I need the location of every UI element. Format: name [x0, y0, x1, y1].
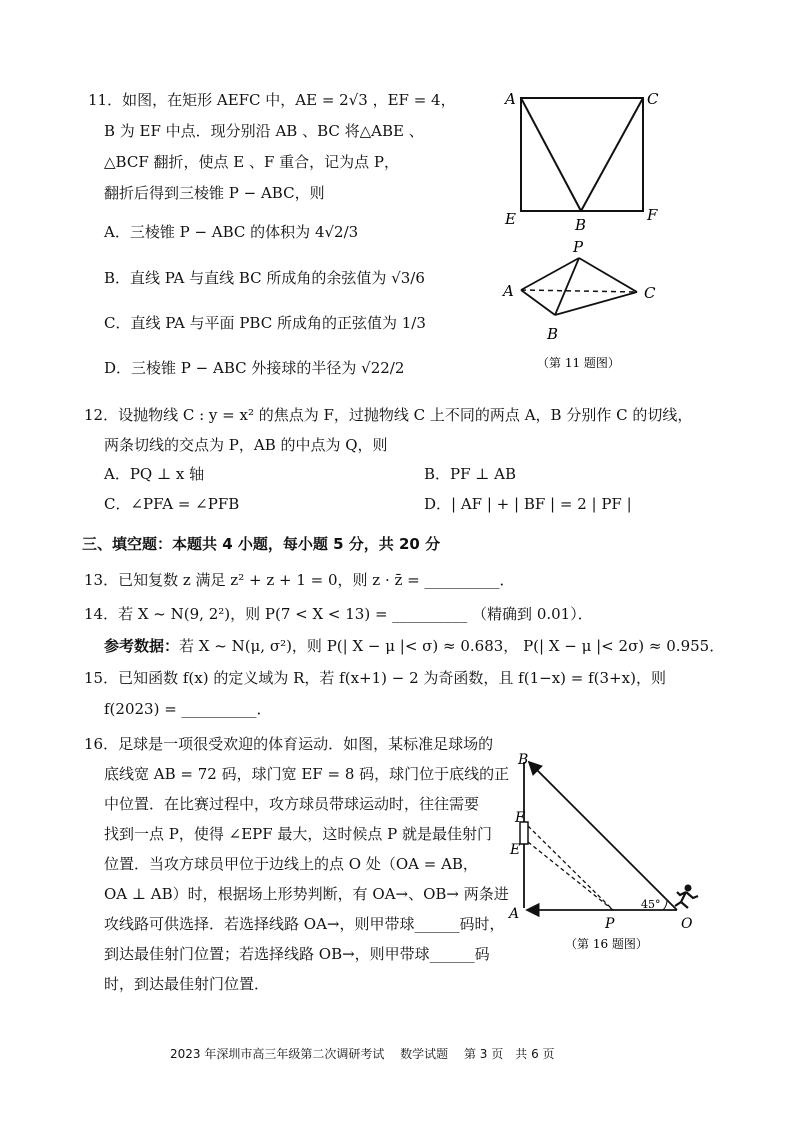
- q11-label-e: E: [505, 210, 516, 228]
- q11-label-a: A: [505, 90, 516, 108]
- q16-figure: [505, 748, 705, 958]
- q11-pyramid-figure: [501, 238, 656, 343]
- q16-line-8: 到达最佳射门位置；若选择线路 OB→，则甲带球______码: [104, 945, 490, 963]
- q16-line-1: 16．足球是一项很受欢迎的体育运动．如图，某标准足球场的: [84, 735, 494, 753]
- q16-caption: （第 16 题图）: [565, 937, 648, 951]
- q16-label-p: P: [605, 916, 615, 932]
- q11-line-1: 11．如图，在矩形 AEFC 中，AE = 2√3 ，EF = 4，: [88, 91, 456, 109]
- q12-line-2: 两条切线的交点为 P，AB 的中点为 Q，则: [104, 436, 388, 454]
- page-footer: 2023 年深圳市高三年级第二次调研考试 数学试题 第 3 页 共 6 页: [170, 1047, 555, 1061]
- q12-line-1: 12．设抛物线 C : y = x² 的焦点为 F，过抛物线 C 上不同的两点 A，B 分别作 C 的切线，: [84, 406, 693, 424]
- q16-label-o: O: [681, 916, 693, 932]
- q12-option-a: A．PQ ⊥ x 轴: [104, 465, 205, 483]
- q16-label-f: F: [515, 810, 525, 826]
- question-13: 13．已知复数 z 满足 z² + z + 1 = 0，则 z · z̄ = __________．: [84, 571, 515, 589]
- q14-reference: [104, 636, 724, 656]
- q11-label-c: C: [647, 90, 659, 108]
- q11-option-d: D．三棱锥 P − ABC 外接球的半径为 √22/2: [104, 359, 405, 377]
- q15-line-2: f(2023) = __________．: [104, 700, 272, 718]
- q16-line-4: 找到一点 P，使得 ∠EPF 最大，这时候点 P 就是最佳射门: [104, 825, 493, 843]
- q14-ref-label: 参考数据：: [104, 637, 180, 655]
- q11-line-4: 翻折后得到三棱锥 P − ABC，则: [104, 184, 325, 202]
- q11-label-p: P: [573, 238, 584, 256]
- q14-line-1: 14．若 X ~ N(9, 2²)，则 P(7 < X < 13) = __________ （精确到 0.01）．: [84, 605, 593, 623]
- q11-label-a2: A: [503, 282, 514, 300]
- q16-label-a: A: [509, 906, 520, 922]
- q14-ref-text: 若 X ~ N(μ, σ²)，则 P(| X − μ |< σ) ≈ 0.683， P(| X − μ |< 2σ) ≈ 0.955．: [179, 637, 725, 655]
- q11-rectangle-figure: [503, 90, 659, 234]
- q11-figure: [495, 82, 675, 372]
- q16-line-5: 位置．当攻方球员甲位于边线上的点 O 处（OA = AB，: [104, 855, 478, 873]
- q11-label-b2: B: [547, 325, 559, 343]
- q16-line-6: OA ⊥ AB）时，根据场上形势判断，有 OA→、OB→ 两条进: [104, 885, 509, 903]
- q11-label-c2: C: [644, 284, 656, 302]
- q15-line-1: 15．已知函数 f(x) 的定义域为 R，若 f(x+1) − 2 为奇函数，且 f(1−x) = f(3+x)，则: [84, 669, 666, 687]
- q11-caption: （第 11 题图）: [537, 356, 620, 370]
- q16-label-e: E: [510, 842, 521, 858]
- q16-arrow-ob: [529, 762, 677, 910]
- q12-option-c: C．∠PFA = ∠PFB: [104, 495, 240, 513]
- q11-option-c: C．直线 PA 与平面 PBC 所成角的正弦值为 1/3: [104, 314, 426, 332]
- q16-line-9: 时，到达最佳射门位置．: [104, 975, 270, 993]
- q16-line-2: 底线宽 AB = 72 码，球门宽 EF = 8 码，球门位于底线的正: [104, 765, 510, 783]
- q12-option-d: D．| AF | + | BF | = 2 | PF |: [424, 495, 632, 513]
- q16-angle-label: 45°: [641, 898, 661, 911]
- section-3-heading: 三、填空题：本题共 4 小题，每小题 5 分，共 20 分: [82, 535, 441, 553]
- q16-line-7: 攻线路可供选择．若选择线路 OA→，则甲带球______码时，: [104, 915, 505, 933]
- q11-line-2: B 为 EF 中点．现分别沿 AB 、BC 将△ABE 、: [104, 122, 424, 140]
- q11-option-a: A．三棱锥 P − ABC 的体积为 4√2/3: [104, 223, 359, 241]
- q11-label-f: F: [647, 206, 658, 224]
- runner-icon: [675, 885, 698, 909]
- q11-line-3: △BCF 翻折，使点 E 、F 重合，记为点 P，: [104, 153, 400, 171]
- q11-option-b: B．直线 PA 与直线 BC 所成角的余弦值为 √3/6: [104, 269, 425, 287]
- q11-label-b: B: [575, 216, 587, 234]
- q16-line-3: 中位置．在比赛过程中，攻方球员带球运动时，往往需要: [104, 795, 480, 813]
- q16-label-b: B: [518, 752, 529, 768]
- q12-option-b: B．PF ⊥ AB: [424, 465, 517, 483]
